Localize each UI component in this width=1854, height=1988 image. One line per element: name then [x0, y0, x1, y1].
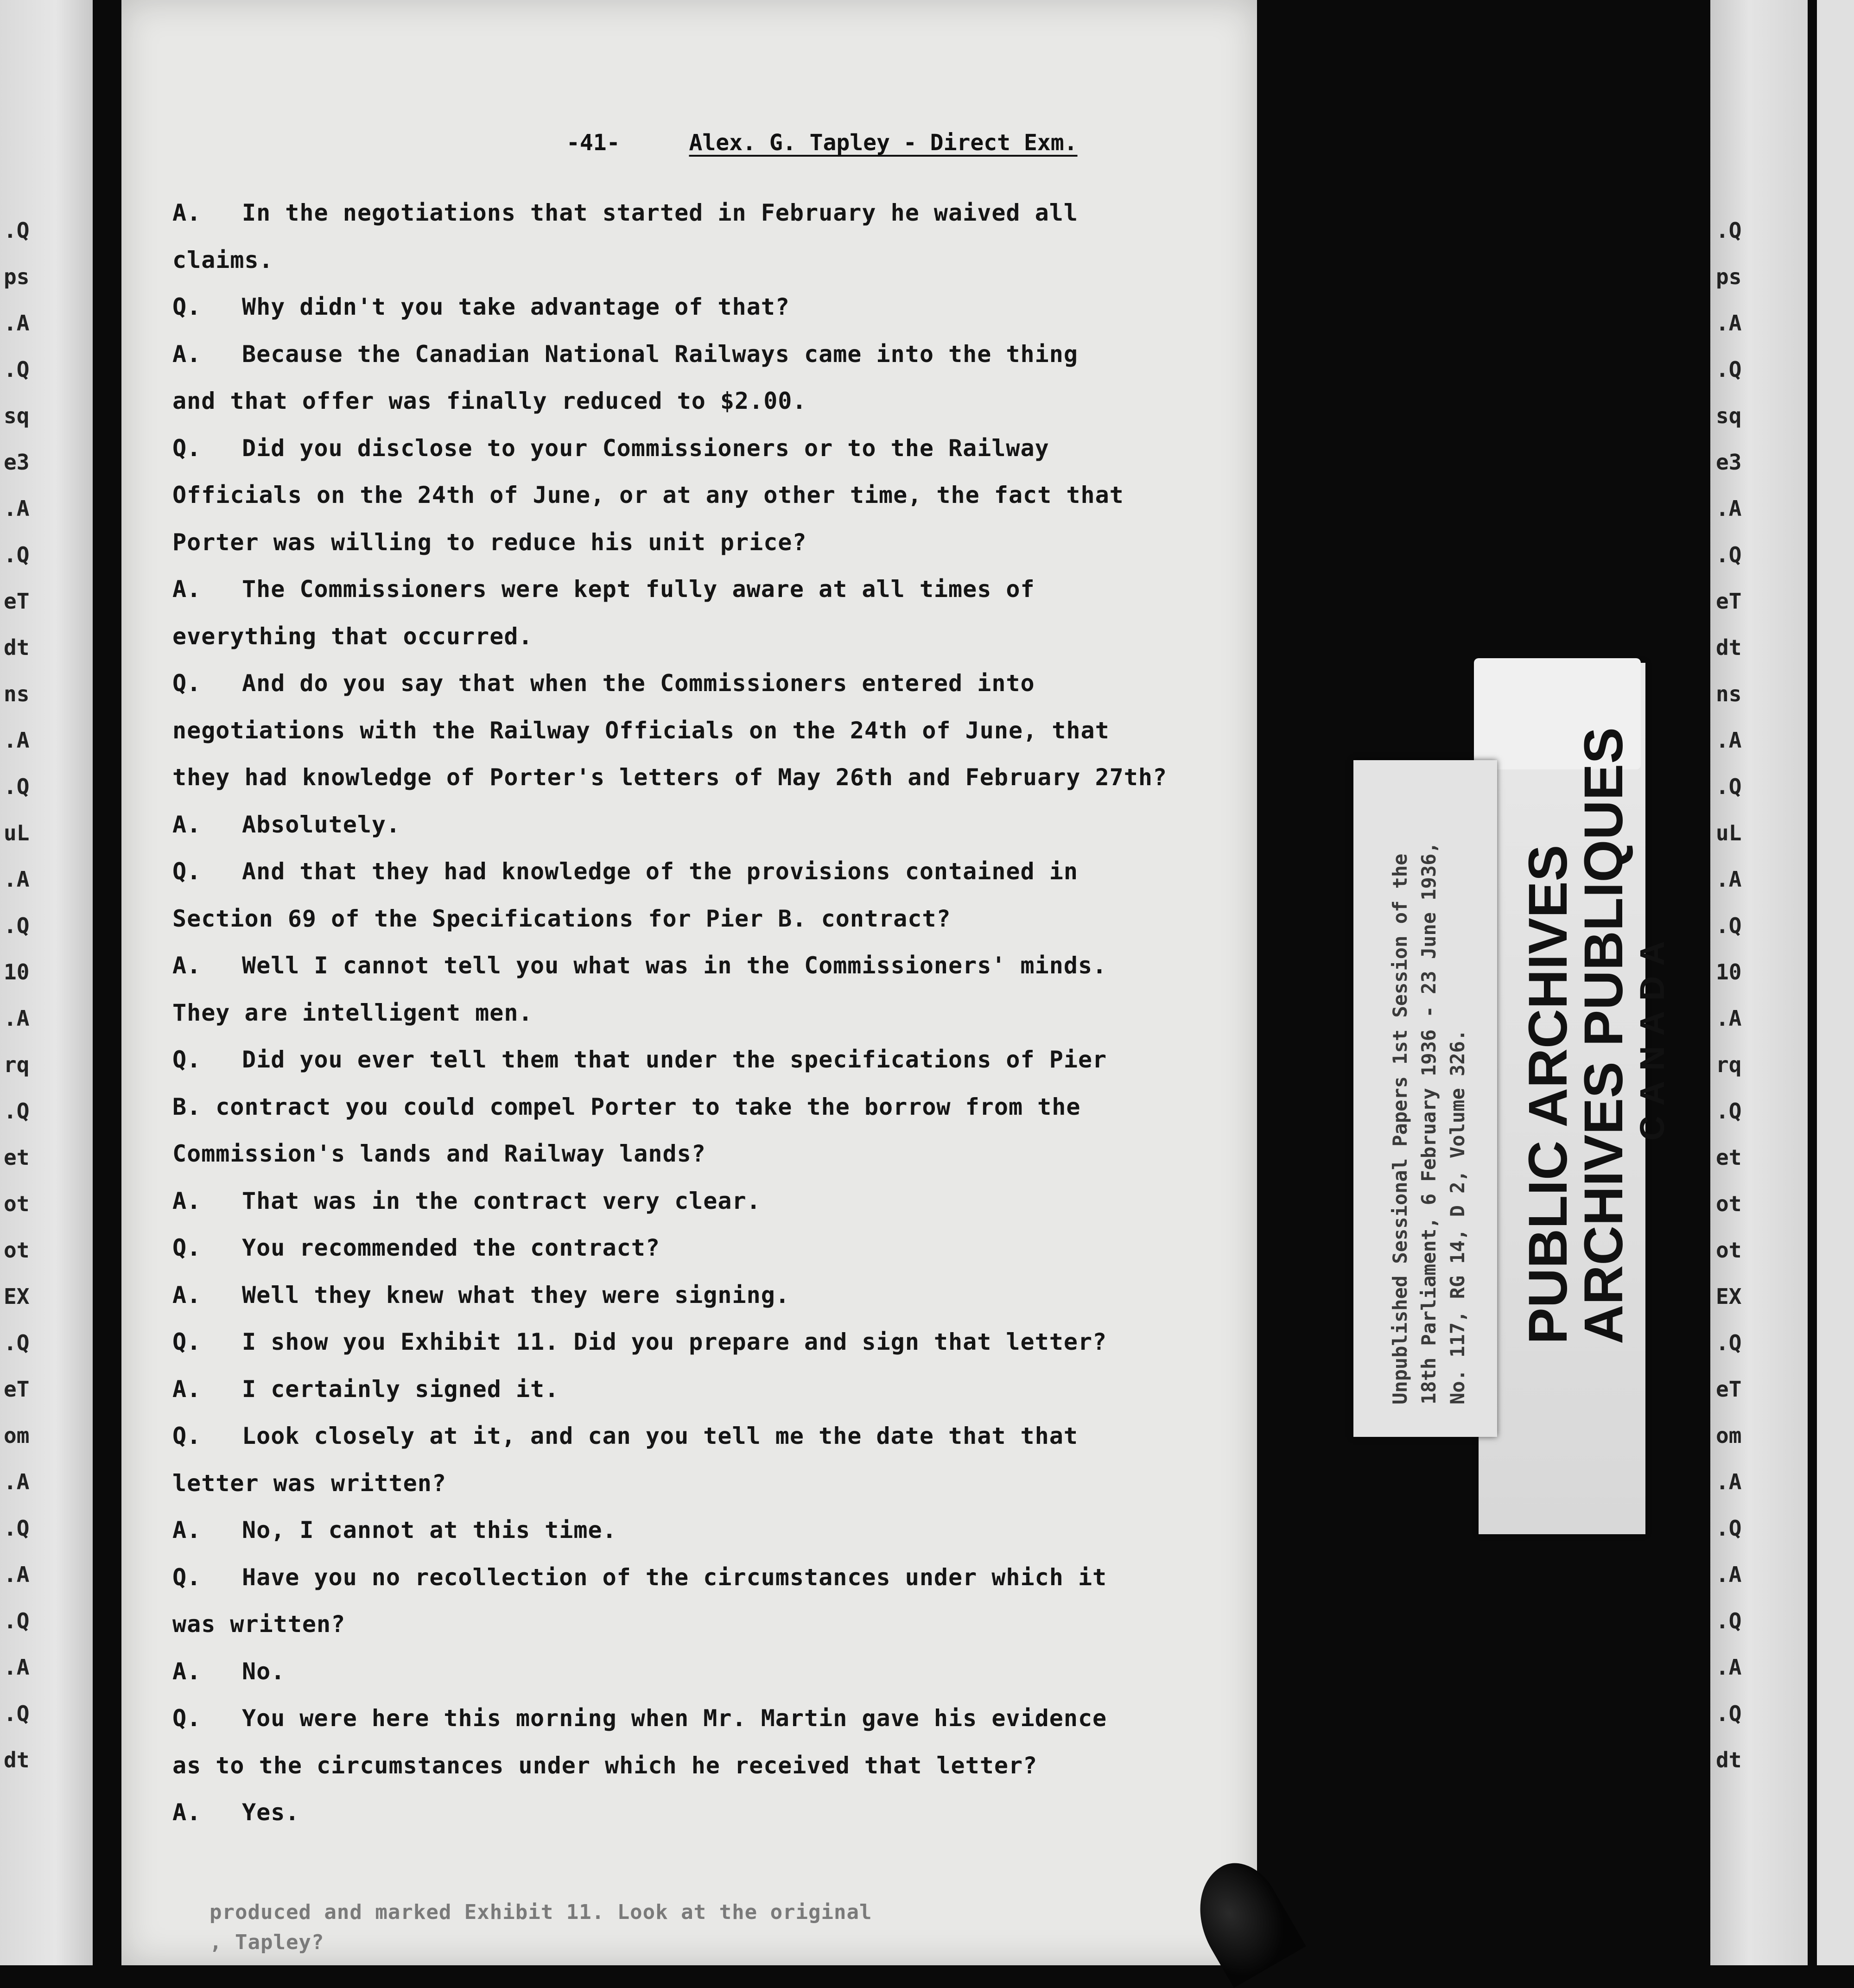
stamp-line-country: CANADA: [1633, 931, 1671, 1141]
right-edge-mark: ps: [1716, 264, 1742, 289]
line-text: letter was written?: [172, 1470, 446, 1497]
left-edge-mark: eT: [4, 1377, 30, 1402]
left-edge-mark: .Q: [4, 218, 30, 243]
left-edge-mark: .A: [4, 1655, 30, 1680]
right-edge-mark: .A: [1716, 728, 1742, 753]
bleed-through-line-1: produced and marked Exhibit 11. Look at the original: [210, 1900, 872, 1924]
left-edge-mark: eT: [4, 589, 30, 614]
line-text: and that offer was finally reduced to $2.00.: [172, 387, 807, 414]
transcript-line: [172, 858, 1078, 885]
transcript-line: [172, 1140, 706, 1167]
left-edge-mark: .A: [4, 867, 30, 892]
transcript-line: [172, 1517, 617, 1543]
line-text: Porter was willing to reduce his unit price?: [172, 529, 807, 556]
left-edge-mark: et: [4, 1145, 30, 1170]
transcript-line: [172, 1752, 1037, 1779]
transcript-line: [172, 247, 273, 273]
right-edge-mark: .A: [1716, 311, 1742, 336]
line-text: You recommended the contract?: [242, 1234, 660, 1261]
left-edge-mark: rq: [4, 1052, 30, 1077]
transcript-line: [172, 1470, 446, 1497]
transcript-line: [172, 952, 1107, 979]
left-edge-mark: .A: [4, 496, 30, 521]
line-text: Well they knew what they were signing.: [242, 1282, 790, 1308]
right-edge-mark: .Q: [1716, 1330, 1742, 1355]
left-edge-mark: .Q: [4, 1099, 30, 1124]
line-text: In the negotiations that started in February he waived all: [242, 199, 1078, 226]
right-edge-mark: et: [1716, 1145, 1742, 1170]
bleed-through-line-2: , Tapley?: [210, 1931, 324, 1954]
document-page: [121, 0, 1257, 1965]
left-edge-mark: .Q: [4, 542, 30, 567]
line-text: That was in the contract very clear.: [242, 1188, 761, 1214]
speaker-label: Q.: [172, 1564, 202, 1591]
transcript-line: [172, 1093, 1080, 1120]
line-text: And do you say that when the Commissioners entered into: [242, 670, 1035, 697]
speaker-label: A.: [172, 1376, 202, 1403]
right-adjacent-page-edge: [1710, 0, 1808, 1965]
speaker-label: Q.: [172, 858, 202, 885]
left-edge-mark: .Q: [4, 913, 30, 938]
left-edge-mark: ns: [4, 681, 30, 706]
stamp-line-french: ARCHIVES PUBLIQUES: [1573, 727, 1634, 1344]
right-edge-mark: .Q: [1716, 1516, 1742, 1541]
left-edge-mark: .A: [4, 311, 30, 336]
speaker-label: Q.: [172, 1705, 202, 1732]
right-edge-mark: .Q: [1716, 1608, 1742, 1633]
line-text: Because the Canadian National Railways came into the thing: [242, 341, 1078, 368]
speaker-label: Q.: [172, 435, 202, 462]
transcript-line: [172, 670, 1035, 697]
left-edge-mark: .Q: [4, 357, 30, 382]
right-edge-mark: .Q: [1716, 913, 1742, 938]
transcript-line: [172, 1611, 345, 1638]
line-text: they had knowledge of Porter's letters of May 26th and February 27th?: [172, 764, 1168, 791]
left-edge-mark: ot: [4, 1191, 30, 1216]
transcript-line: [172, 1234, 660, 1261]
transcript-line: [172, 1188, 761, 1214]
transcript-line: [172, 529, 807, 556]
left-edge-mark: .Q: [4, 1701, 30, 1726]
transcript-line: [172, 1328, 1107, 1355]
line-text: And that they had knowledge of the provisions contained in: [242, 858, 1078, 885]
speaker-label: A.: [172, 1658, 202, 1685]
line-text: was written?: [172, 1611, 346, 1638]
transcript-line: [172, 387, 807, 414]
page-header: [566, 130, 1078, 156]
speaker-label: Q.: [172, 1423, 202, 1449]
right-edge-mark: .Q: [1716, 218, 1742, 243]
transcript-line: [172, 1376, 559, 1403]
speaker-label: A.: [172, 341, 202, 368]
left-edge-mark: .A: [4, 1006, 30, 1031]
witness-heading: Alex. G. Tapley - Direct Exm.: [689, 130, 1078, 156]
right-edge-mark: 10: [1716, 959, 1742, 984]
transcript-line: [172, 1282, 790, 1308]
left-edge-mark: .Q: [4, 774, 30, 799]
transcript-line: [172, 1799, 299, 1826]
transcript-line: [172, 1046, 1107, 1073]
line-text: Section 69 of the Specifications for Pier B. contract?: [172, 905, 951, 932]
left-edge-mark: .Q: [4, 1330, 30, 1355]
line-text: I show you Exhibit 11. Did you prepare and sign that letter?: [242, 1328, 1107, 1355]
left-edge-mark: 10: [4, 959, 30, 984]
left-edge-mark: .A: [4, 1562, 30, 1587]
right-edge-mark: .Q: [1716, 1701, 1742, 1726]
transcript-line: [172, 999, 533, 1026]
line-text: Did you disclose to your Commissioners or to the Railway: [242, 435, 1049, 462]
speaker-label: A.: [172, 1282, 202, 1308]
right-edge-mark: ns: [1716, 681, 1742, 706]
right-edge-mark: om: [1716, 1423, 1742, 1448]
speaker-label: Q.: [172, 670, 202, 697]
left-edge-mark: .Q: [4, 1608, 30, 1633]
right-edge-mark: .Q: [1716, 357, 1742, 382]
transcript-line: [172, 341, 1078, 368]
transcript-line: [172, 811, 400, 838]
left-edge-mark: EX: [4, 1284, 30, 1309]
left-adjacent-page-edge: [0, 0, 93, 1965]
right-edge-mark: EX: [1716, 1284, 1742, 1309]
left-edge-mark: e3: [4, 450, 30, 475]
right-edge-mark: .A: [1716, 1469, 1742, 1494]
transcript-line: [172, 1705, 1107, 1732]
stamp-line-english: PUBLIC ARCHIVES: [1517, 845, 1579, 1344]
speaker-label: A.: [172, 811, 202, 838]
line-text: Absolutely.: [242, 811, 401, 838]
line-text: No, I cannot at this time.: [242, 1517, 617, 1543]
right-edge-mark: e3: [1716, 450, 1742, 475]
line-text: Have you no recollection of the circumstances under which it: [242, 1564, 1107, 1591]
left-edge-mark: om: [4, 1423, 30, 1448]
right-edge-mark: dt: [1716, 1747, 1742, 1772]
left-edge-mark: uL: [4, 820, 30, 845]
speaker-label: A.: [172, 1188, 202, 1214]
transcript-line: [172, 199, 1078, 226]
line-text: Yes.: [242, 1799, 300, 1826]
speaker-label: Q.: [172, 293, 202, 320]
archive-reference-note: [1386, 802, 1472, 1404]
right-edge-mark: .Q: [1716, 542, 1742, 567]
speaker-label: Q.: [172, 1046, 202, 1073]
right-edge-mark: rq: [1716, 1052, 1742, 1077]
speaker-label: Q.: [172, 1328, 202, 1355]
left-edge-mark: ps: [4, 264, 30, 289]
right-edge-mark: .Q: [1716, 774, 1742, 799]
line-text: They are intelligent men.: [172, 999, 533, 1026]
line-text: Did you ever tell them that under the specifications of Pier: [242, 1046, 1107, 1073]
line-text: Officials on the 24th of June, or at any other time, the fact that: [172, 482, 1124, 508]
transcript-line: [172, 1423, 1078, 1449]
right-edge-mark: ot: [1716, 1238, 1742, 1263]
transcript-line: [172, 1564, 1107, 1591]
left-edge-mark: .A: [4, 728, 30, 753]
line-text: as to the circumstances under which he received that letter?: [172, 1752, 1038, 1779]
left-edge-mark: dt: [4, 635, 30, 660]
right-edge-mark: .A: [1716, 1655, 1742, 1680]
line-text: I certainly signed it.: [242, 1376, 559, 1403]
right-edge-mark: dt: [1716, 635, 1742, 660]
speaker-label: A.: [172, 1517, 202, 1543]
speaker-label: Q.: [172, 1234, 202, 1261]
right-edge-mark: .A: [1716, 1562, 1742, 1587]
speaker-label: A.: [172, 576, 202, 603]
line-text: Why didn't you take advantage of that?: [242, 293, 790, 320]
line-text: claims.: [172, 247, 273, 273]
line-text: everything that occurred.: [172, 623, 533, 650]
transcript-line: [172, 293, 790, 320]
left-edge-mark: sq: [4, 403, 30, 428]
public-archives-stamp: [1517, 727, 1673, 1344]
right-edge-mark: .Q: [1716, 1099, 1742, 1124]
transcript-line: [172, 435, 1049, 462]
right-edge-mark: eT: [1716, 1377, 1742, 1402]
page-number: -41-: [566, 130, 620, 156]
transcript-line: [172, 764, 1167, 791]
far-right-page-edge: [1817, 0, 1854, 1965]
transcript-line: [172, 905, 951, 932]
left-edge-mark: dt: [4, 1747, 30, 1772]
right-edge-mark: .A: [1716, 496, 1742, 521]
transcript-line: [172, 623, 533, 650]
transcript-line: [172, 576, 1035, 603]
line-text: Look closely at it, and can you tell me the date that that: [242, 1423, 1078, 1449]
right-edge-mark: .A: [1716, 1006, 1742, 1031]
line-text: The Commissioners were kept fully aware at all times of: [242, 576, 1035, 603]
transcript-line: [172, 717, 1110, 744]
right-edge-mark: sq: [1716, 403, 1742, 428]
transcript-line: [172, 1658, 285, 1685]
archive-note-line-1: Unpublished Sessional Papers 1st Session of the: [1389, 853, 1411, 1404]
left-edge-mark: .Q: [4, 1516, 30, 1541]
speaker-label: A.: [172, 952, 202, 979]
speaker-label: A.: [172, 199, 202, 226]
left-edge-mark: ot: [4, 1238, 30, 1263]
right-edge-mark: uL: [1716, 820, 1742, 845]
right-edge-mark: .A: [1716, 867, 1742, 892]
left-edge-mark: .A: [4, 1469, 30, 1494]
line-text: No.: [242, 1658, 286, 1685]
line-text: You were here this morning when Mr. Martin gave his evidence: [242, 1705, 1107, 1732]
transcript-line: [172, 482, 1124, 508]
right-edge-mark: eT: [1716, 589, 1742, 614]
archive-note-line-3: No. 117, RG 14, D 2, Volume 326.: [1446, 1029, 1469, 1404]
line-text: negotiations with the Railway Officials on the 24th of June, that: [172, 717, 1110, 744]
line-text: Well I cannot tell you what was in the Commissioners' minds.: [242, 952, 1107, 979]
archive-note-line-2: 18th Parliament, 6 February 1936 - 23 June 1936,: [1417, 842, 1440, 1404]
speaker-label: A.: [172, 1799, 202, 1826]
right-edge-mark: ot: [1716, 1191, 1742, 1216]
line-text: Commission's lands and Railway lands?: [172, 1140, 706, 1167]
line-text: B. contract you could compel Porter to take the borrow from the: [172, 1093, 1081, 1120]
